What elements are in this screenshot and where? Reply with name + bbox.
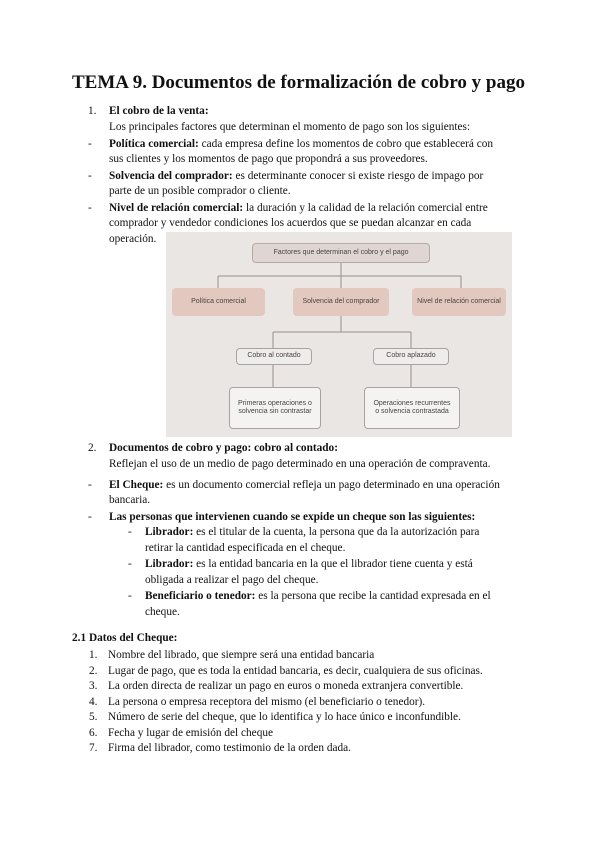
item-text: retirar la cantidad especificada en el cheque. xyxy=(145,541,346,554)
item-text: operación. xyxy=(109,232,157,245)
item-text: es la persona que recibe la cantidad expresada en el xyxy=(255,590,491,602)
item-text: es la entidad bancaria en la que el librador tiene cuenta y está xyxy=(193,558,473,570)
item-text: obligada a realizar el pago del cheque. xyxy=(145,573,319,586)
item-term: Política comercial: xyxy=(109,137,199,150)
list-item-personas: - Las personas que intervienen cuando se expide un cheque son las siguientes: xyxy=(88,510,476,523)
numbered-item: 6. Fecha y lugar de emisión del cheque xyxy=(89,726,274,739)
diagram-box-nivel: Nivel de relación comercial xyxy=(412,288,506,316)
numbered-item: 2. Lugar de pago, que es toda la entidad bancaria, es decir, cualquiera de sus oficinas. xyxy=(89,664,483,677)
section-2-1 xyxy=(72,631,532,757)
section-2-heading-row xyxy=(88,441,533,457)
diagram-box-politica: Política comercial xyxy=(172,288,265,316)
item-text: la duración y la calidad de la relación comercial entre xyxy=(243,201,488,214)
section-2-number: 2. xyxy=(88,442,97,454)
item-text: sus clientes y los momentos de pago que propondrá a sus proveedores. xyxy=(109,153,428,165)
personas-heading: Las personas que intervienen cuando se expide un cheque son las siguientes: xyxy=(109,510,476,523)
diagram-box-solvencia: Solvencia del comprador xyxy=(293,288,389,316)
section-1 xyxy=(88,104,528,247)
section-1-heading-row xyxy=(88,104,528,120)
item-term: Librador: xyxy=(145,526,194,538)
item-text: es el titular de la cuenta, la persona que da la autorización para xyxy=(193,526,480,538)
page-title: TEMA 9. Documentos de formalización de cobro y pago xyxy=(72,72,525,93)
diagram-top-box: Factores que determinan el cobro y el pago xyxy=(252,243,430,263)
numbered-item: 7. Firma del librador, como testimonio de la orden dada. xyxy=(89,742,351,754)
section-2-intro: Reflejan el uso de un medio de pago determinado en una operación de compraventa. xyxy=(109,458,491,470)
item-text: es un documento comercial refleja un pago determinado en una operación xyxy=(163,478,500,491)
item-term: Librador: xyxy=(145,558,194,570)
item-text: es determinante conocer si existe riesgo de impago por xyxy=(232,169,484,182)
item-term: El Cheque: xyxy=(109,478,164,491)
sub-list-item: - Beneficiario o tenedor: es la persona que recibe la cantidad expresada en el cheque. xyxy=(128,590,491,618)
list-item: - Política comercial: cada empresa define los momentos de cobro que establecerá con sus clientes y los momentos de pago que propondrá a sus proveedores. xyxy=(88,137,494,165)
item-text: bancaria. xyxy=(109,494,151,506)
sub-list-item: - Librador: es la entidad bancaria en la que el librador tiene cuenta y está obligada a realizar el pago del cheque. xyxy=(128,558,473,586)
item-term: Beneficiario o tenedor: xyxy=(145,590,256,602)
section-2-heading: Documentos de cobro y pago: cobro al contado: xyxy=(109,442,338,454)
section-2-1-heading: 2.1 Datos del Cheque: xyxy=(72,632,178,644)
item-text: comprador y vendedor condiciones los acuerdos que se puedan alcanzar en cada xyxy=(109,217,472,229)
list-item: - Solvencia del comprador: es determinante conocer si existe riesgo de impago por parte de un posible comprador o cliente. xyxy=(88,169,484,197)
item-term: Solvencia del comprador: xyxy=(109,169,233,182)
list-item-cheque: - El Cheque: es un documento comercial refleja un pago determinado en una operación bancaria. xyxy=(88,478,500,506)
sub-list-item: - Librador: es el titular de la cuenta, la persona que da la autorización para retirar la cantidad especificada en el cheque. xyxy=(128,526,480,554)
factors-diagram xyxy=(166,232,512,437)
diagram-box-recurrentes: Operaciones recurrentes o solvencia contrastada xyxy=(364,387,460,429)
numbered-item: 3. La orden directa de realizar un pago en euros o moneda extranjera convertible. xyxy=(89,680,464,692)
item-text: cada empresa define los momentos de cobro que establecerá con xyxy=(198,137,494,150)
section-2-1-heading-row xyxy=(72,631,532,647)
item-text: parte de un posible comprador o cliente. xyxy=(109,185,291,197)
numbered-item: 5. Número de serie del cheque, que lo identifica y lo hace único e inconfundible. xyxy=(89,711,461,723)
item-text: cheque. xyxy=(145,605,180,618)
list-item: - Nivel de relación comercial: la duración y la calidad de la relación comercial entre comprador y vendedor condiciones los acuerdos que se puedan alcanzar en cada operación. xyxy=(88,201,488,245)
diagram-box-aplazado: Cobro aplazado xyxy=(373,348,449,365)
item-term: Nivel de relación comercial: xyxy=(109,201,244,214)
section-1-heading: El cobro de la venta: xyxy=(109,105,209,117)
section-1-number: 1. xyxy=(88,105,97,117)
section-1-intro: Los principales factores que determinan el momento de pago son los siguientes: xyxy=(109,121,471,133)
diagram-box-contado: Cobro al contado xyxy=(236,348,312,365)
numbered-item: 1. Nombre del librado, que siempre será una entidad bancaria xyxy=(89,649,375,661)
section-2 xyxy=(88,441,533,620)
numbered-item: 4. La persona o empresa receptora del mismo (el beneficiario o tenedor). xyxy=(89,695,426,708)
diagram-box-primeras: Primeras operaciones o solvencia sin contrastar xyxy=(229,387,321,429)
